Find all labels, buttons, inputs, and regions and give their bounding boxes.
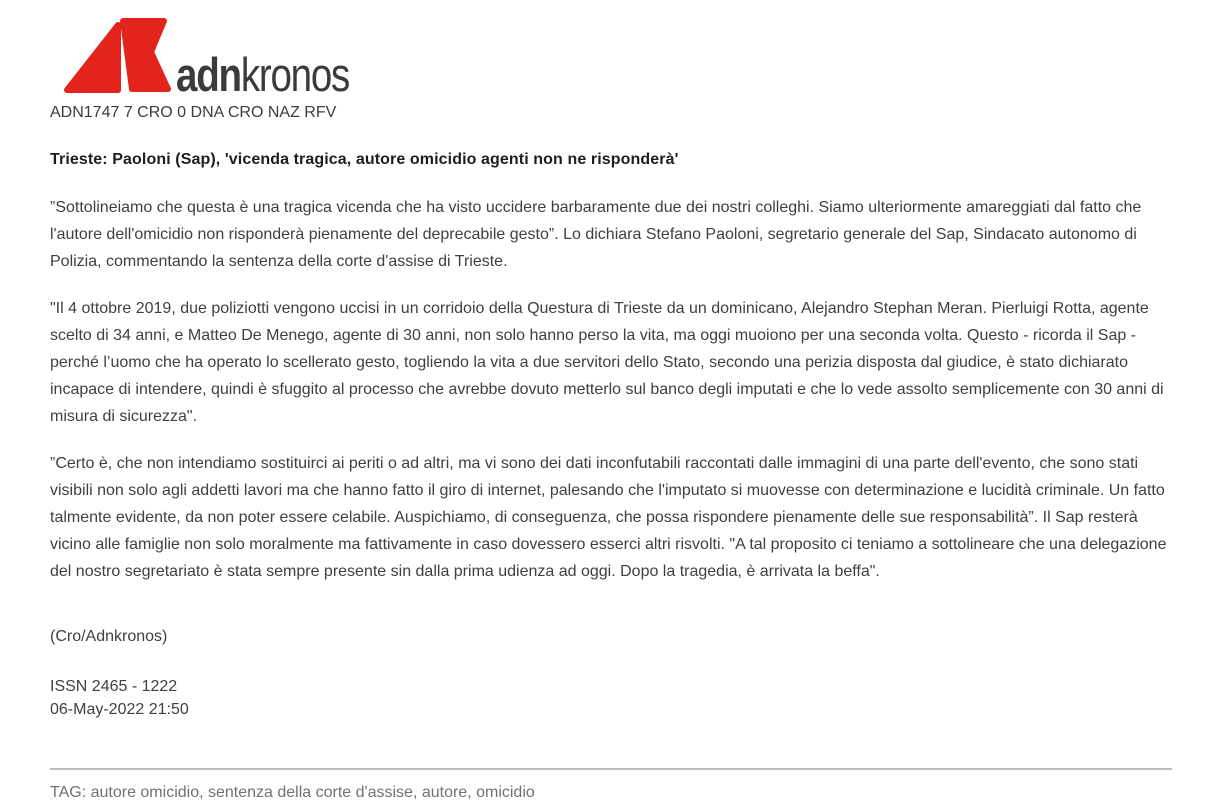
article-footer bbox=[50, 627, 1172, 803]
adnkronos-logo bbox=[62, 13, 372, 95]
article-headline: Trieste: Paoloni (Sap), 'vicenda tragica, autore omicidio agenti non ne risponderà' bbox=[50, 151, 679, 168]
logo-text-adn: adn bbox=[176, 49, 241, 95]
divider bbox=[50, 768, 1172, 770]
issue-meta bbox=[50, 675, 1172, 721]
wire-code-line: ADN1747 7 CRO 0 DNA CRO NAZ RFV bbox=[50, 104, 337, 121]
article-header bbox=[50, 13, 1172, 170]
article-paragraph-2: "Il 4 ottobre 2019, due poliziotti vengono uccisi in un corridoio della Questura di Trieste da un dominicano, Alejandro Stephan Meran. Pierluigi Rotta, agente scelto di 34 anni, e Matteo De Menego, agente di 30 anni, non solo hanno perso la vita, ma oggi muoiono per una seconda volta. Questo - ricorda il Sap - perché l’uomo che ha operato lo scellerato gesto, togliendo la vita a due servitori dello Stato, secondo una perizia disposta dal giudice, è stato dichiarato incapace di intendere, quindi è sfuggito al processo che avrebbe dovuto metterlo sul banco degli imputati e che lo vede assolto semplicemente con 30 anni di misura di sicurezza". bbox=[50, 300, 1164, 425]
tag-line: TAG: autore omicidio, sentenza della corte d'assise, autore, omicidio bbox=[50, 784, 535, 801]
datetime-line: 06-May-2022 21:50 bbox=[50, 701, 189, 718]
logo-k-mark bbox=[123, 21, 168, 89]
issn-line: ISSN 2465 - 1222 bbox=[50, 678, 178, 695]
article-paragraph-1: ”Sottolineiamo che questa è una tragica vicenda che ha visto uccidere barbaramente due dei nostri colleghi. Siamo ulteriormente amareggiati dal fatto che l'autore dell'omicidio non risponderà pienamente del deprecabile gesto”. Lo dichiara Stefano Paoloni, segretario generale del Sap, Sindacato autonomo di Polizia, commentando la sentenza della corte d'assise di Trieste. bbox=[50, 199, 1142, 270]
logo-a-mark bbox=[67, 25, 118, 90]
agency-signature: (Cro/Adnkronos) bbox=[50, 628, 168, 645]
logo-wordmark bbox=[176, 49, 349, 95]
article-body bbox=[50, 194, 1172, 585]
logo-text-kronos: kronos bbox=[240, 49, 350, 95]
article-paragraph-3: ”Certo è, che non intendiamo sostituirci ai periti o ad altri, ma vi sono dei dati inconfutabili raccontati dalle immagini di una parte dell'evento, che sono stati visibili non solo agli addetti lavori ma che hanno fatto il giro di internet, palesando che l'imputato si muovesse con determinazione e lucidità criminale. Un fatto talmente evidente, da non poter essere celabile. Auspichiamo, di conseguenza, che possa rispondere pienamente delle sue responsabilità”. Il Sap resterà vicino alle famiglie non solo moralmente ma fattivamente in caso dovessero esserci altri risvolti. "A tal proposito ci teniamo a sottolineare che una delegazione del nostro segretariato è stata sempre presente sin dalla prima udienza ad oggi. Dopo la tragedia, è arrivata la beffa". bbox=[50, 455, 1167, 580]
